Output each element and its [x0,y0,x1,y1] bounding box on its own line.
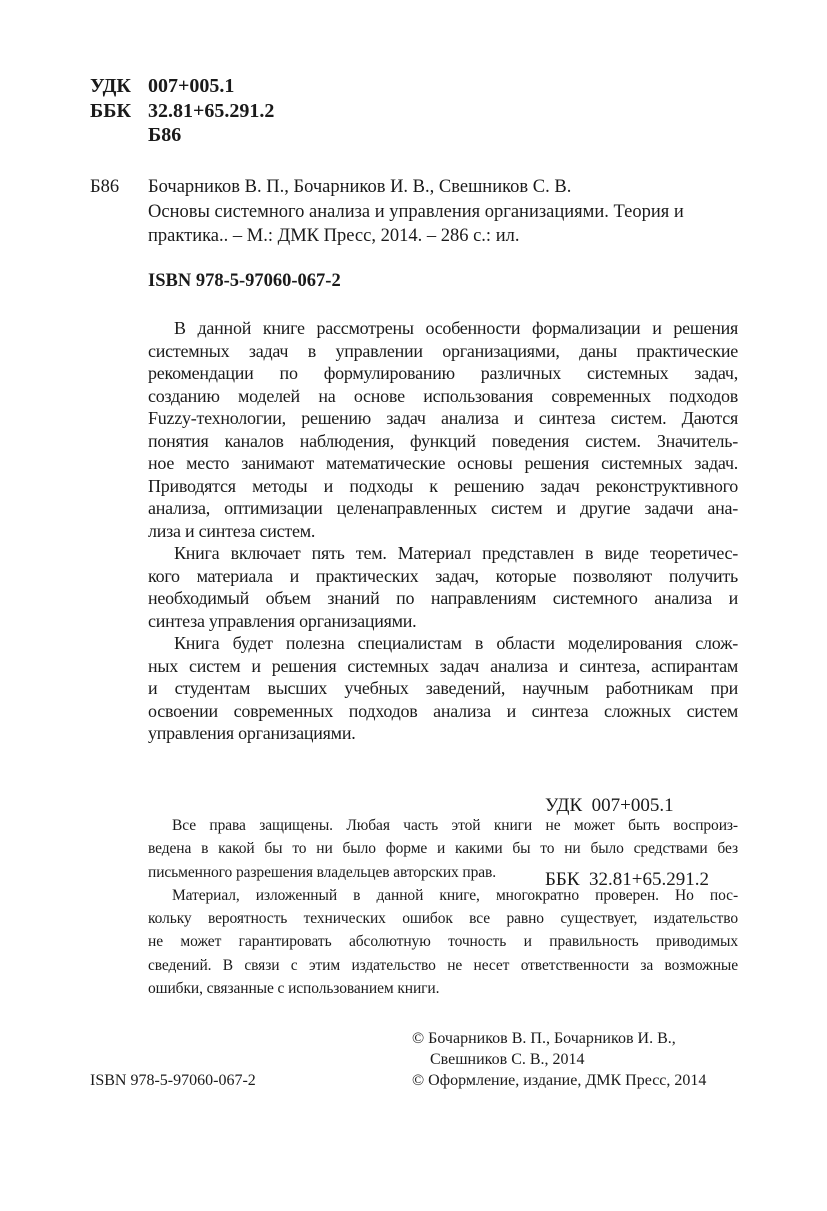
footer-isbn: ISBN 978-5-97060-067-2 [90,1072,256,1089]
legal-notice [148,814,738,1000]
annotation-line: Книга будет полезна специалистам в области моделирования слож- [174,633,738,653]
copyright-line: © Оформление, издание, ДМК Пресс, 2014 [412,1072,707,1089]
legal-line: сведений. В связи с этим издательство не несет ответственности за возможные [148,956,738,974]
bbk-value: 32.81+65.291.2 [148,99,275,122]
annotation-line: ных систем и решения системных задач анализа и синтеза, аспирантам [148,655,738,676]
legal-line: Материал, изложенный в данной книге, многократно проверен. Но пос- [172,886,738,904]
annotation-line: ное место занимают математические основы решения системных задач. [148,453,738,473]
annotation-line: В данной книге рассмотрены особенности формализации и решения [174,318,738,338]
classification-header [90,74,274,148]
bib-record [148,175,748,249]
annotation [148,317,738,745]
legal-line: ошибки, связанные с использованием книги. [148,980,440,998]
annotation-line: кого материала и практических задач, которые позволяют получить [148,565,738,586]
legal-line: ведена в какой бы то ни было форме и какими бы то ни было средствами без [148,840,738,858]
annotation-line: понятия каналов наблюдения, функций поведения систем. Значитель- [148,430,738,451]
udk-label: УДК [90,75,131,97]
bib-code: Б86 [90,177,120,197]
annotation-line: рекомендации по формулированию различных системных задач, [148,363,738,383]
title-line: практика.. – М.: ДМК Пресс, 2014. – 286 с.: ил. [148,226,520,246]
annotation-line: освоении современных подходов анализа и синтеза сложных систем [148,700,738,721]
isbn-bold: ISBN 978-5-97060-067-2 [148,271,341,291]
bbk-label: ББК [90,99,131,122]
authors: Бочарников В. П., Бочарников И. В., Свешников С. В. [148,177,572,197]
annotation-line: Книга включает пять тем. Материал представлен в виде теоретичес- [174,543,738,563]
annotation-line: необходимый объем знаний по направлениям системного анализа и [148,588,738,608]
annotation-line: Fuzzy-технологии, решению задач анализа и синтеза систем. Даются [148,408,738,428]
copyright-line: Свешников С. В., 2014 [430,1051,585,1068]
title-line: Основы системного анализа и управления организациями. Теория и [148,201,684,222]
annotation-line: и студентам высших учебных заведений, научным работникам при [148,678,738,698]
legal-line: не может гарантировать абсолютную точность и правильность приводимых [148,933,738,951]
legal-line: письменного разрешения владельцев авторских прав. [148,863,497,881]
annotation-bbk: ББК 32.81+65.291.2 [545,868,709,890]
legal-line: кольку вероятность технических ошибок все равно существует, издательство [148,910,738,928]
author-sign: Б86 [148,124,182,146]
copyright-line: © Бочарников В. П., Бочарников И. В., [412,1030,676,1047]
annotation-line: анализа, оптимизации целенаправленных систем и другие задачи ана- [148,498,738,518]
copyright-block [412,1028,706,1091]
annotation-line: лиза и синтеза систем. [148,520,316,541]
udk-value: 007+005.1 [148,75,235,97]
annotation-line: управления организациями. [148,723,356,743]
annotation-udk: УДК 007+005.1 [545,795,674,816]
annotation-line: Приводятся методы и подходы к решению задач реконструктивного [148,475,738,496]
annotation-line: синтеза управления организациями. [148,610,417,631]
annotation-line: созданию моделей на основе использования современных подходов [148,385,738,406]
legal-line: Все права защищены. Любая часть этой книги не может быть воспроиз- [172,817,738,834]
annotation-line: системных задач в управлении организациями, даны практические [148,340,738,361]
